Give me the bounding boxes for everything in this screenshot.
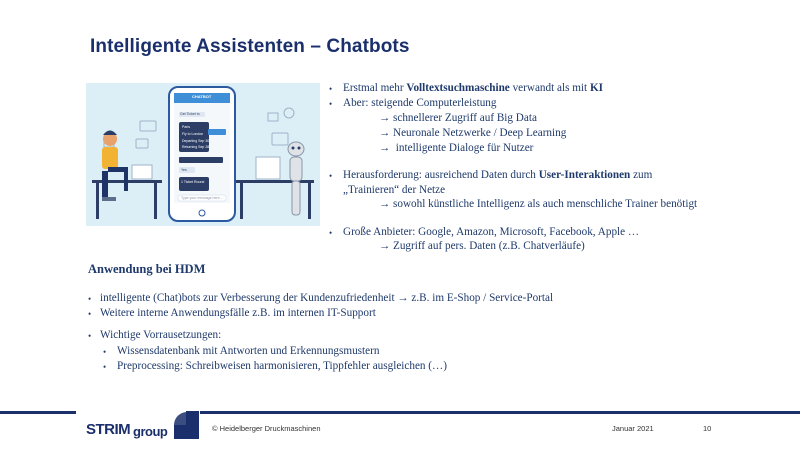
footer-copyright: © Heidelberger Druckmaschinen [212,424,321,433]
slide-title: Intelligente Assistenten – Chatbots [90,36,410,57]
arrow-icon: → [379,112,391,124]
list-item: Weitere interne Anwendungsfälle z.B. im internen IT-Support [100,307,376,319]
logo-mark-icon [174,411,200,439]
chat-input: Type your message here... [181,196,223,200]
arrow-icon: → [379,198,391,210]
sub-list-item: → Zugriff auf pers. Daten (z.B. Chatverläufe) [379,240,585,252]
chat-bubble: 1 Ticket Round [181,180,205,184]
footer-rule-right [200,411,800,414]
list-item-continuation: „Trainieren“ der Netze [343,184,446,196]
chatbot-illustration-svg [86,83,320,226]
sub-list-item: Preprocessing: Schreibweisen harmonisieren, Tippfehler ausgleichen (…) [117,360,447,372]
list-item: intelligente (Chat)bots zur Verbesserung der Kundenzufriedenheit → z.B. im E-Shop / Service-Portal [100,292,554,304]
list-item: Herausforderung: ausreichend Daten durch User-Interaktionen zum [343,169,653,181]
bullet-icon: • [103,362,107,372]
chat-bubble: Fly to London [182,132,204,136]
laptop-icon [132,165,152,179]
bullet-icon: • [329,228,333,238]
strimgroup-logo [86,411,206,441]
list-item: Große Anbieter: Google, Amazon, Microsoft, Facebook, Apple … [343,226,640,238]
bullet-icon: • [88,309,92,319]
footer-page-number: 10 [703,424,712,433]
bullet-icon: • [103,347,107,357]
sub-list-item: → intelligente Dialoge für Nutzer [379,142,534,154]
sub-list-item: → sowohl künstliche Intelligenz als auch menschliche Trainer benötigt [379,198,698,210]
chat-bubble: Yes [181,168,187,172]
footer-rule-left [0,411,76,414]
chat-bubble: Get Ticket to [180,112,200,116]
robot-figure [288,142,304,215]
sub-list-item: → schnellerer Zugriff auf Big Data [379,112,537,124]
arrow-icon: → [379,127,391,139]
phone-mockup [169,87,235,221]
logo-text-group: group [133,424,168,439]
section-heading: Anwendung bei HDM [88,262,206,276]
list-item: Wichtige Vorrausetzungen: [100,329,222,341]
chat-bubble: Returning Sep 28 [182,145,210,149]
phone-header: CHATBOT [192,94,212,99]
footer-date: Januar 2021 [612,424,654,433]
bullet-icon: • [329,171,333,181]
bullet-icon: • [329,99,333,109]
sub-list-item: Wissensdatenbank mit Antworten und Erkennungsmustern [117,345,380,357]
list-item: Erstmal mehr Volltextsuchmaschine verwandt als mit KI [343,82,604,94]
logo-text-strim: STRIM [86,421,131,438]
list-item: Aber: steigende Computerleistung [343,97,497,109]
chatbot-illustration [86,83,320,226]
bullet-icon: • [88,331,92,341]
arrow-icon: → [379,240,391,252]
sub-list-item: → Neuronale Netzwerke / Deep Learning [379,127,567,139]
bullet-icon: • [88,294,92,304]
right-laptop-icon [256,157,280,179]
chat-bubble: Departing Sep 30 [182,139,210,143]
arrow-icon: → [379,142,391,154]
bullet-icon: • [329,84,333,94]
right-desk [236,180,314,183]
chat-bubble: Paris [182,125,190,129]
person-figure [102,131,128,202]
